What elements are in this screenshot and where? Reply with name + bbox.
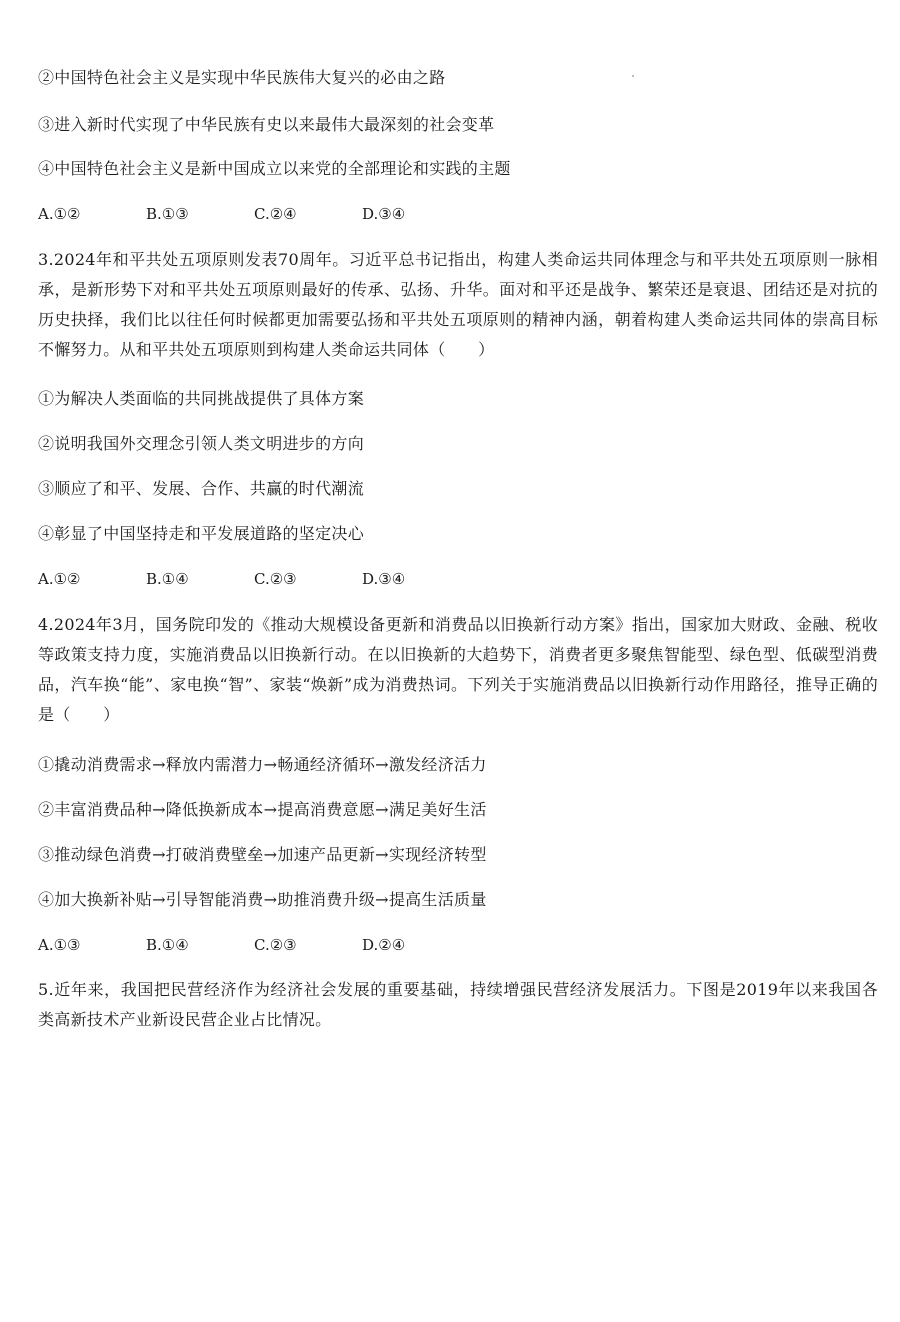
q3-item-4: ④彰显了中国坚持走和平发展道路的坚定决心: [38, 524, 365, 543]
q3-item-3: ③顺应了和平、发展、合作、共赢的时代潮流: [38, 479, 365, 498]
q5-stem: 5.近年来，我国把民营经济作为经济社会发展的重要基础，持续增强民营经济发展活力。下图是2019年以来我国各类高新技术产业新设民营企业占比情况。: [38, 980, 878, 1029]
q4-option-c: C.②③: [254, 936, 297, 954]
scan-speck: [632, 75, 634, 77]
q4-option-b: B.①④: [146, 936, 189, 954]
q3-option-c: C.②③: [254, 570, 297, 588]
q2-item-4: ④中国特色社会主义是新中国成立以来党的全部理论和实践的主题: [38, 159, 511, 178]
q4-options: [38, 934, 470, 956]
q2-option-d: D.③④: [362, 205, 406, 223]
q2-option-a: A.①②: [38, 205, 81, 223]
q3-option-b: B.①④: [146, 570, 189, 588]
q4-item-1: ①撬动消费需求→释放内需潜力→畅通经济循环→激发经济活力: [38, 755, 487, 774]
q2-item-3: ③进入新时代实现了中华民族有史以来最伟大最深刻的社会变革: [38, 115, 495, 134]
q3-options: [38, 568, 470, 590]
q2-option-c: C.②④: [254, 205, 297, 223]
q2-item-2: ②中国特色社会主义是实现中华民族伟大复兴的必由之路: [38, 68, 446, 87]
q4-option-a: A.①③: [38, 936, 81, 954]
q4-item-3: ③推动绿色消费→打破消费壁垒→加速产品更新→实现经济转型: [38, 845, 487, 864]
q3-item-2: ②说明我国外交理念引领人类文明进步的方向: [38, 434, 365, 453]
q3-stem: 3.2024年和平共处五项原则发表70周年。习近平总书记指出，构建人类命运共同体理念与和平共处五项原则一脉相承，是新形势下对和平共处五项原则最好的传承、弘扬、升华。面对和平还是战争、繁荣还是衰退、团结还是对抗的历史抉择，我们比以往任何时候都更加需要弘扬和平共处五项原则的精神内涵，朝着构建人类命运共同体的崇高目标不懈努力。从和平共处五项原则到构建人类命运共同体（ ）: [38, 250, 878, 359]
q4-option-d: D.②④: [362, 936, 406, 954]
q2-options: [38, 203, 470, 225]
q3-option-d: D.③④: [362, 570, 406, 588]
q4-item-4: ④加大换新补贴→引导智能消费→助推消费升级→提高生活质量: [38, 890, 487, 909]
q4-stem: 4.2024年3月，国务院印发的《推动大规模设备更新和消费品以旧换新行动方案》指出，国家加大财政、金融、税收等政策支持力度，实施消费品以旧换新行动。在以旧换新的大趋势下，消费者更多聚焦智能型、绿色型、低碳型消费品，汽车换“能”、家电换“智”、家装“焕新”成为消费热词。下列关于实施消费品以旧换新行动作用路径，推导正确的是（ ）: [38, 615, 878, 724]
q2-option-b: B.①③: [146, 205, 189, 223]
q4-item-2: ②丰富消费品种→降低换新成本→提高消费意愿→满足美好生活: [38, 800, 487, 819]
q3-option-a: A.①②: [38, 570, 81, 588]
q3-item-1: ①为解决人类面临的共同挑战提供了具体方案: [38, 389, 365, 408]
